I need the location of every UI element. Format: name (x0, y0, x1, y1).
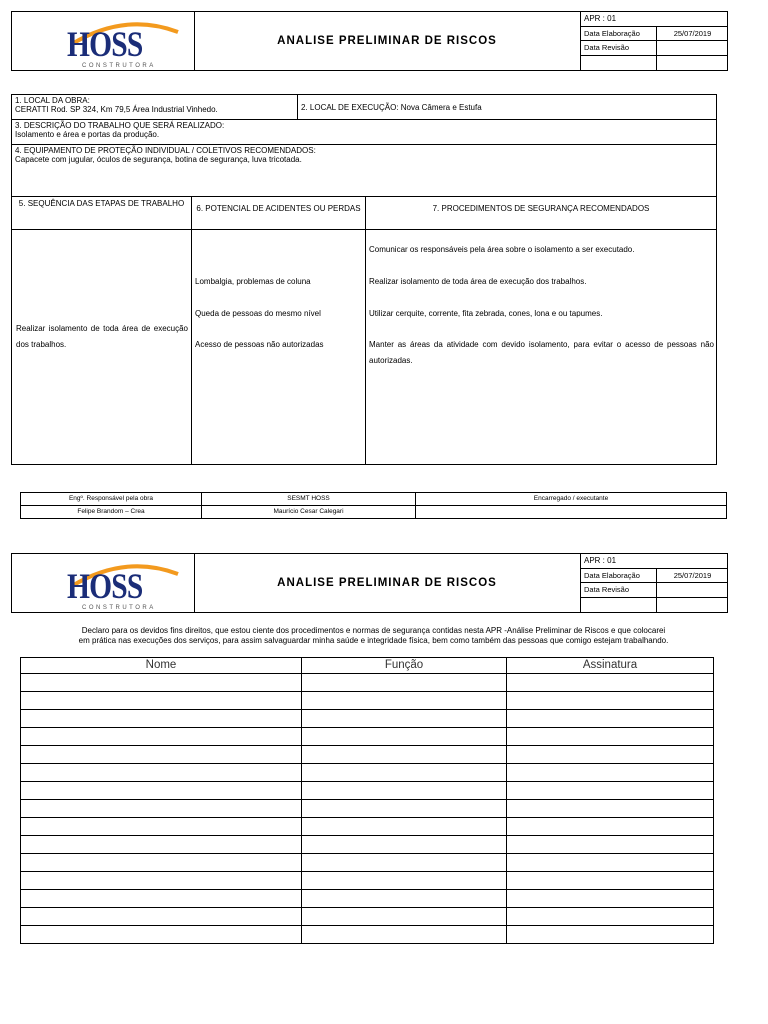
resp-value-sesmt: Maurício Cesar Calegari (201, 505, 416, 519)
declaration-line-2: em prática nas execuções dos serviços, para assim salvaguardar minha saúde e integridade física, bem como também das pessoas que comigo estejam trabalhando. (78, 636, 669, 645)
signature-table (20, 657, 713, 944)
local-obra-label: 1. LOCAL DA OBRA: (15, 96, 90, 105)
logo-word: HOSS (67, 24, 143, 64)
logo-word: HOSS (67, 566, 143, 606)
resp-value-encarregado (415, 505, 727, 519)
date-rev-label: Data Revisão (581, 41, 657, 55)
procedimento-item: Realizar isolamento de toda área de execução dos trabalhos. (369, 277, 587, 286)
document-meta (580, 12, 728, 70)
signature-row (21, 710, 714, 728)
declaration-text (20, 626, 727, 646)
local-exec-label: 2. LOCAL DE EXECUÇÃO: (301, 103, 399, 112)
signature-row (21, 746, 714, 764)
col-7-body (365, 229, 717, 465)
resp-header-sesmt: SESMT HOSS (201, 492, 416, 506)
signature-row (21, 674, 714, 692)
date-rev-value (657, 41, 728, 55)
local-obra-value: CERATTI Rod. SP 324, Km 79,5 Área Industrial Vinhedo. (15, 105, 218, 114)
signature-row (21, 728, 714, 746)
company-logo (12, 554, 195, 612)
document-meta (580, 554, 728, 612)
document-title: ANALISE PRELIMINAR DE RISCOS (277, 35, 497, 47)
etapa-text: Realizar isolamento de toda área de execução dos trabalhos. (16, 324, 188, 349)
resp-value-eng: Felipe Brandom – Crea (20, 505, 202, 519)
date-rev-label: Data Revisão (581, 583, 657, 597)
potencial-item: Acesso de pessoas não autorizadas (195, 340, 324, 349)
procedimento-item: Utilizar cerquite, corrente, fita zebrada, cones, lona e ou tapumes. (369, 309, 603, 318)
epi-value: Capacete com jugular, óculos de segurança, botina de segurança, luva tricotada. (15, 155, 302, 164)
header-block-1 (11, 11, 728, 71)
date-elab-value: 25/07/2019 (673, 28, 712, 38)
potencial-item: Lombalgia, problemas de coluna (195, 277, 311, 286)
col-funcao: Função (302, 658, 507, 674)
responsaveis-value-row (20, 505, 727, 519)
col-7-header: 7. PROCEDIMENTOS DE SEGURANÇA RECOMENDADOS (365, 196, 717, 230)
responsaveis-header-row (20, 492, 727, 506)
apr-number: APR : 01 (584, 14, 617, 23)
signature-row (21, 818, 714, 836)
signature-row (21, 926, 714, 944)
signature-row (21, 800, 714, 818)
date-elab-value: 25/07/2019 (673, 570, 712, 580)
col-5-header: 5. SEQUÊNCIA DAS ETAPAS DE TRABALHO (11, 196, 192, 230)
col-5-body (11, 229, 192, 465)
resp-header-eng: Engº. Responsável pela obra (20, 492, 202, 506)
local-obra-cell (11, 94, 298, 120)
apr-number: APR : 01 (584, 556, 617, 565)
signature-row (21, 836, 714, 854)
col-6-header: 6. POTENCIAL DE ACIDENTES OU PERDAS (191, 196, 366, 230)
document-title: ANALISE PRELIMINAR DE RISCOS (277, 577, 497, 589)
signature-row (21, 890, 714, 908)
signature-row (21, 782, 714, 800)
date-elab-label: Data Elaboração (581, 569, 657, 583)
local-exec-cell (297, 94, 717, 120)
company-logo (12, 12, 195, 70)
epi-label: 4. EQUIPAMENTO DE PROTEÇÃO INDIVIDUAL / COLETIVOS RECOMENDADOS: (15, 146, 316, 155)
signature-row (21, 854, 714, 872)
signature-row (21, 692, 714, 710)
logo-subtitle: CONSTRUTORA (82, 605, 156, 611)
procedimento-item: Manter as áreas da atividade com devido isolamento, para evitar o acesso de pessoas não autorizadas. (369, 340, 714, 365)
date-elab-label: Data Elaboração (581, 27, 657, 41)
date-rev-value (657, 583, 728, 597)
descricao-label: 3. DESCRIÇÃO DO TRABALHO QUE SERÁ REALIZADO: (15, 121, 225, 130)
declaration-line-1: Declaro para os devidos fins direitos, que estou ciente dos procedimentos e normas de segurança contidas nesta APR -Análise Preliminar de Riscos e que colocarei (81, 626, 666, 635)
local-exec-value: Nova Câmera e Estufa (400, 103, 482, 112)
resp-header-encarregado: Encarregado / executante (415, 492, 727, 506)
epi-cell (11, 144, 717, 197)
col-6-body (191, 229, 366, 465)
col-nome: Nome (21, 658, 302, 674)
descricao-value: Isolamento e área e portas da produção. (15, 130, 160, 139)
procedimento-item: Comunicar os responsáveis pela área sobre o isolamento a ser executado. (369, 245, 635, 254)
potencial-item: Queda de pessoas do mesmo nível (195, 309, 321, 318)
col-assinatura: Assinatura (507, 658, 714, 674)
signature-row (21, 908, 714, 926)
signature-header-row (21, 658, 714, 674)
signature-row (21, 872, 714, 890)
header-block-2 (11, 553, 728, 613)
descricao-cell (11, 119, 717, 145)
signature-row (21, 764, 714, 782)
logo-subtitle: CONSTRUTORA (82, 63, 156, 69)
